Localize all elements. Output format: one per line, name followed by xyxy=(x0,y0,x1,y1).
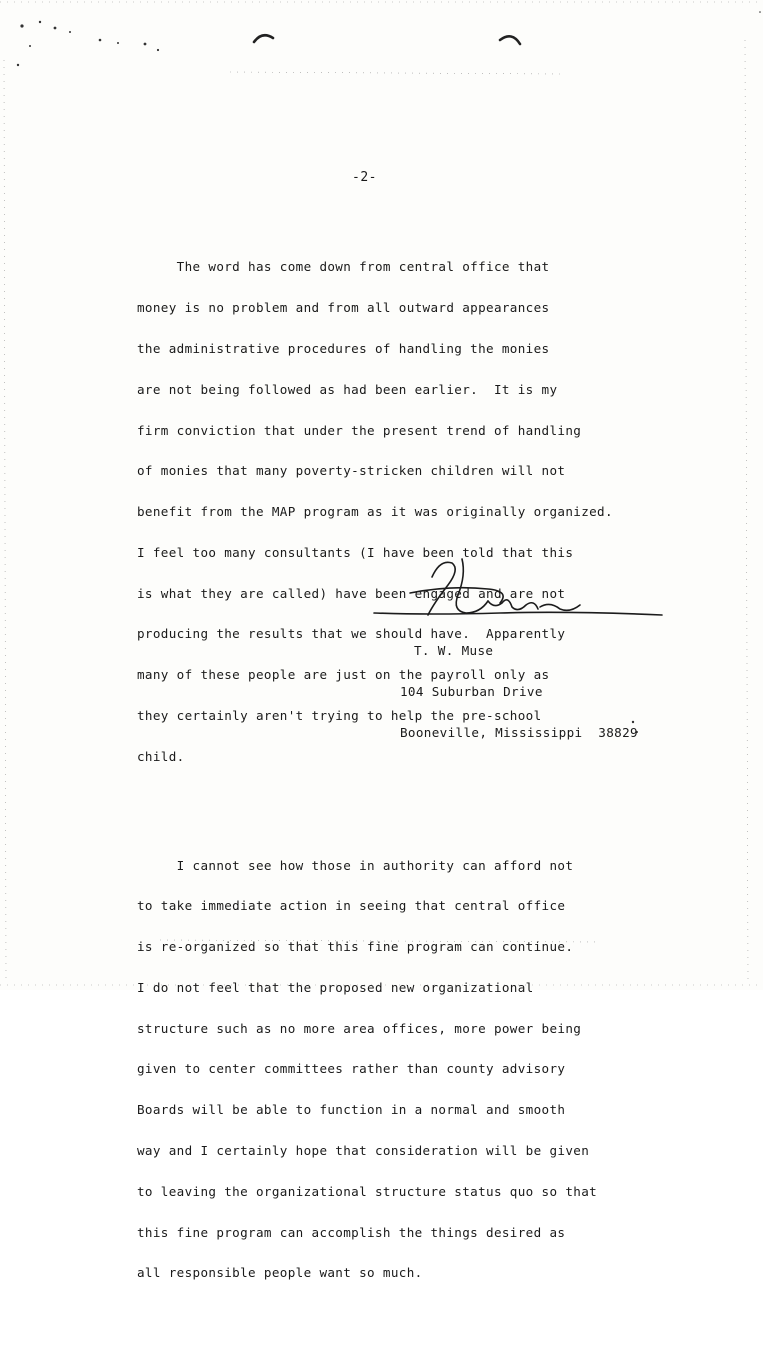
page-number: -2- xyxy=(352,170,377,185)
text-line: they certainly aren't trying to help the pre-school xyxy=(137,707,542,723)
text-line: many of these people are just on the payroll only as xyxy=(137,667,550,683)
text-line: the administrative procedures of handling the monies xyxy=(137,340,550,356)
text-line: The word has come down from central office that xyxy=(137,259,550,275)
address-street: 104 Suburban Drive xyxy=(400,683,543,699)
letter-body xyxy=(137,206,677,1348)
text-line: are not being followed as had been earlier. It is my xyxy=(137,381,558,397)
text-line: benefit from the MAP program as it was originally organized. xyxy=(137,504,613,520)
text-line: I feel too many consultants (I have been told that this xyxy=(137,544,574,560)
text-line: Boards will be able to function in a normal and smooth xyxy=(137,1102,566,1118)
text-line: given to center committees rather than county advisory xyxy=(137,1061,566,1077)
signature-block xyxy=(400,617,638,767)
text-line: firm conviction that under the present trend of handling xyxy=(137,422,582,438)
text-line: of monies that many poverty-stricken children will not xyxy=(137,463,566,479)
text-line: money is no problem and from all outward appearances xyxy=(137,300,550,316)
text-line: is re-organized so that this fine program can continue. xyxy=(137,939,574,955)
text-line: is what they are called) have been engaged and are not xyxy=(137,585,566,601)
text-line: child. xyxy=(137,748,185,764)
paragraph-2 xyxy=(137,831,677,1307)
text-line: this fine program can accomplish the things desired as xyxy=(137,1224,566,1240)
text-line: structure such as no more area offices, more power being xyxy=(137,1020,582,1036)
text-line: to take immediate action in seeing that central office xyxy=(137,898,566,914)
address-city: Booneville, Mississippi 38829 xyxy=(400,724,638,740)
text-line: way and I certainly hope that consideration will be given xyxy=(137,1142,590,1158)
text-line: I do not feel that the proposed new organizational xyxy=(137,979,534,995)
text-line: producing the results that we should have. Apparently xyxy=(137,626,566,642)
text-line: all responsible people want so much. xyxy=(137,1265,423,1281)
text-line: I cannot see how those in authority can afford not xyxy=(137,857,574,873)
signer-name: T. W. Muse xyxy=(414,643,494,659)
text-line: to leaving the organizational structure status quo so that xyxy=(137,1183,598,1199)
